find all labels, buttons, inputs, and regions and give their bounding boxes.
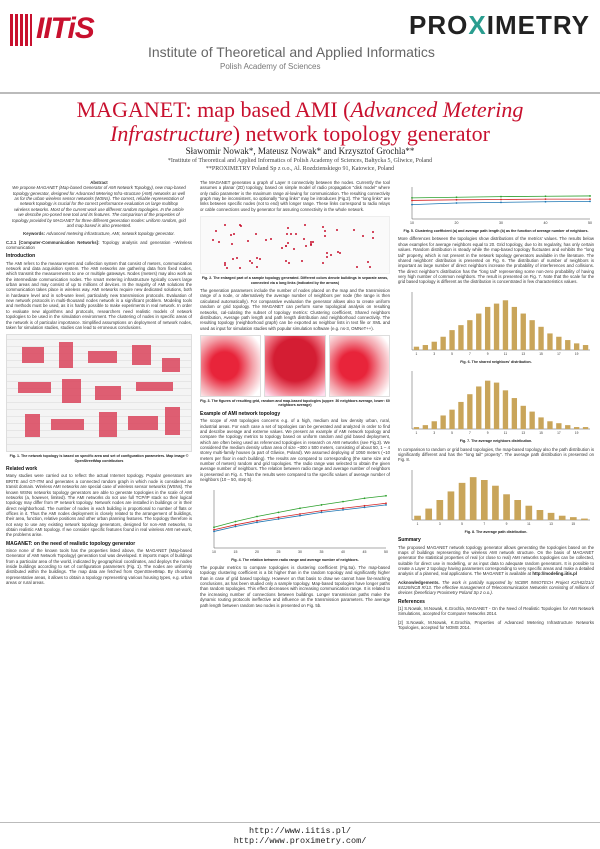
data-point-grid (500, 201, 502, 203)
network-node (303, 238, 305, 240)
bar (537, 510, 544, 520)
data-point-random (589, 198, 591, 200)
data-point-map (500, 196, 502, 198)
data-point-map (299, 507, 301, 509)
col3-paragraph-2: In comparison to random or grid based topologies, the map-based topology also the path distribution is significantly different and has the "long tail" property". The average path distribution is presented on Fig. 8. (398, 446, 594, 463)
footer-url-iitis[interactable]: http://www.iitis.pl/ (248, 826, 352, 836)
network-node (212, 239, 214, 241)
network-node (259, 258, 261, 260)
related-heading: Related work (6, 466, 38, 473)
network-node (295, 233, 297, 235)
network-node (336, 229, 338, 231)
figure-2-caption: Fig. 2. The enlarged part of a sample topology generated. Different colors denote buildings in separate areas, connected via a long links (indicated by the arrows) (201, 276, 389, 285)
figure-7-caption: Fig. 7. The average neighbors distribution. (459, 439, 533, 444)
data-point-map (385, 494, 387, 496)
bar (440, 416, 445, 430)
data-point-grid (278, 518, 280, 520)
x-tick-label: 9 (486, 431, 489, 436)
data-point-map (589, 195, 591, 197)
bar (583, 345, 588, 350)
data-point-grid (256, 521, 258, 523)
abstract-text: We propose MAGANET (Map-based Generator of AMI Network Topology), new map-based topology generator, designed for Advanced Metering Infra-structure (AMI) networks as well as for the urban wireless sensor networks (WSNs). The correct, reliable representation of network topology is crucial for the correct performance evaluation on large multihop wireless networks. Most of the current work use different random topologies. In the article we describe pro-posed new tool and its features. The comparison of the properties of topology provided by MAGANET for three different generation modes: uniform random, grid and map based is also presented. (12, 185, 186, 228)
x-tick-label: 10 (212, 549, 216, 554)
network-node (232, 258, 234, 260)
network-node (287, 227, 289, 229)
x-tick-label: 15 (539, 351, 543, 356)
poster-title (20, 98, 580, 146)
x-tick-label: 30 (499, 221, 503, 225)
data-point-map (456, 196, 458, 198)
x-tick-label: 11 (527, 521, 531, 526)
bar (570, 517, 577, 520)
bar (565, 340, 570, 350)
data-point-random (385, 502, 387, 504)
iitis-logo-bars-icon (10, 14, 32, 46)
reference-1: [1] S.Nowak, M.Nowak, K.Grochla, MAGANET - On the Need of Realistic Topologies for AMI Network Simulations, accepted for Computer Networks 2014. (398, 605, 594, 617)
maganet-heading: MAGANET: on the need of realistic topology generator (6, 540, 136, 547)
x-tick-label: 20 (454, 221, 459, 225)
map-building (132, 345, 150, 366)
data-point-random (545, 198, 547, 200)
network-node (304, 224, 306, 226)
bar (425, 508, 432, 519)
map-building (59, 342, 74, 368)
bar (481, 480, 488, 520)
data-point-map (321, 504, 323, 506)
bar (548, 513, 555, 520)
bar (449, 410, 454, 429)
bar (494, 303, 499, 349)
bar (476, 387, 481, 430)
x-tick-label: 13 (521, 351, 526, 356)
network-node (310, 244, 312, 246)
x-tick-label: 35 (319, 549, 324, 554)
x-tick-label: 3 (433, 351, 436, 356)
data-point-grid (364, 506, 366, 508)
ack-text: The work is partially supported by NCBIR INNOTECH Project K2/HI2/21/1 84126/NCB R/13. The effective management of Telecommunication Networks consisting of millions of devices (beneficiary Proximetry Poland Sp z o.o.). (398, 579, 595, 596)
summary-text: The proposed MAGANET network topology generator allows generating the topologies based on the maps of buildings representing the wireless AMI network structure. On the basis of MAGANET generator the statistical properties of real (or close to real) AMI networks topologies can be collected, suitable for direct use in modelling, or as input data to adequate random generators. It is possible to create a Layer 2 topology having parameters corresponding to very specific areas and make a detailed analysis of a planned, real applications. The MAGANET is available at (398, 544, 594, 577)
network-node (215, 230, 217, 232)
network-node (218, 241, 220, 243)
x-tick-label: 25 (276, 549, 281, 554)
data-point-grid (545, 201, 547, 203)
bar (423, 345, 428, 350)
ccs-text: Topology analysis and generation –Wireless communication (6, 239, 192, 250)
network-node (231, 243, 233, 245)
figure-5-chart (398, 183, 594, 227)
network-node (301, 260, 303, 262)
data-point-random (235, 523, 237, 525)
abstract (6, 180, 192, 237)
x-tick-label: 5 (461, 521, 463, 526)
keywords-text: Advanced metering infrastructure, AMI, network topology generator. (46, 231, 175, 237)
bar (538, 327, 543, 350)
ack-heading: Acknowledgements. (398, 579, 440, 585)
series-line-map (214, 495, 386, 526)
network-node (233, 233, 235, 235)
bar (470, 477, 477, 520)
title-italic: Advanced Metering Infrastructure (110, 97, 524, 147)
network-node (286, 233, 288, 235)
data-point-random (456, 199, 458, 201)
bar (512, 398, 517, 429)
network-node (255, 233, 257, 235)
x-tick-label: 19 (574, 431, 579, 436)
x-tick-label: 9 (486, 351, 489, 356)
figure-3-topologies (200, 335, 390, 397)
x-tick-label: 1 (415, 351, 418, 356)
proximetry-logo-post: IMETRY (486, 10, 590, 40)
network-node (230, 234, 232, 236)
network-node (285, 245, 287, 247)
bar (503, 300, 508, 350)
bar (448, 491, 455, 520)
map-building (25, 414, 40, 437)
bar (436, 500, 443, 520)
figure-3-map-based-map (329, 335, 390, 397)
proximetry-logo-pre: PRO (409, 10, 469, 40)
bar (521, 313, 526, 349)
affiliation-1: *Institute of Theoretical and Applied Informatics of Polish Academy of Sciences, Bałtycka 5, Gliwice, Poland (167, 158, 433, 164)
bar (449, 330, 454, 350)
title-post: ) network topology generator (232, 121, 490, 147)
data-point-map (342, 500, 344, 502)
network-node (330, 254, 332, 256)
x-tick-label: 5 (451, 351, 453, 356)
bar (485, 307, 490, 350)
intro-heading: Introduction (6, 253, 36, 260)
x-tick-label: 15 (233, 549, 238, 554)
bar (574, 427, 579, 429)
x-tick-label: 40 (543, 221, 548, 225)
figure-8-caption: Fig. 8. The average path distribution. (464, 529, 528, 534)
data-point-map (235, 520, 237, 522)
network-node (305, 245, 307, 247)
x-tick-label: 11 (503, 351, 508, 356)
network-node (270, 238, 272, 240)
network-node (353, 229, 355, 231)
data-point-random (278, 516, 280, 518)
bar (459, 483, 466, 520)
column-2 (200, 180, 390, 611)
bar (467, 394, 472, 429)
bar (583, 427, 588, 429)
x-tick-label: 9 (505, 521, 508, 526)
iitis-logo (10, 10, 140, 50)
map-building (162, 358, 180, 372)
institute-name: Institute of Theoretical and Applied Informatics (148, 44, 435, 60)
figure-2-topology (200, 216, 390, 274)
data-point-map (256, 515, 258, 517)
map-building (88, 351, 117, 363)
map-building (99, 412, 117, 438)
references-heading: References (398, 598, 425, 605)
bar (547, 333, 552, 350)
x-tick-label: 10 (410, 221, 414, 225)
data-point-grid (321, 511, 323, 513)
network-node (290, 233, 292, 235)
data-point-random (411, 200, 413, 202)
bar (525, 505, 532, 519)
network-node (372, 231, 374, 233)
bar (514, 500, 521, 520)
network-node (293, 248, 295, 250)
map-building (128, 416, 157, 430)
data-point-random (299, 513, 301, 515)
footer-url-proximetry[interactable]: http://www.proximetry.com/ (233, 836, 367, 847)
x-tick-label: 11 (503, 431, 508, 436)
network-node (312, 241, 314, 243)
related-text: Many studies were carried out to reflect the actual Internet topology. Popular generators are BRITE and GT-ITM and generates a connected random graph in which node is considered as transit domain. Wireless AMI networks are special case of wireless sensor networks (WSNs). The known WSNs networks topology generators are able to generate topologies in the scale of AMI networks (a, however, limited). The AMI networks do not use full TCP/IP stack so their logical topology may differ from IP network topology. Network nodes are installed in buildings or in their direct neighborhood. The number of nodes in each building is proportional to number of flats or offices in it. Thus the AMI nodes deployment is closely related to the arrangement of buildings, their area, function, relative positions and other urban planning features. The topology therefore is not easy to use any existing network topology generators, designed for non-AMI networks, to obtain realistic AMI topology. If we consider specific features found in real wireless AMI net-work, the problems arise. (6, 473, 192, 538)
data-point-map (545, 195, 547, 197)
network-node (256, 257, 258, 259)
data-point-map (411, 197, 413, 199)
figure-3-caption: Fig. 3. The figures of resulting grid, random and map-based topologies (upper: 30 neighbors average, lower: 60 neighbors average) (200, 399, 390, 408)
data-point-grid (299, 514, 301, 516)
x-tick-label: 15 (539, 431, 543, 436)
bar (494, 383, 499, 429)
data-point-map (213, 526, 215, 528)
x-tick-label: 13 (521, 431, 526, 436)
col2-paragraph-1: The MAGANET generates a graph of Layer II connectivity between the nodes. Currently the tool assumes a planar (2D) topology, based on simple model of radio propagation "disk model" where only radio parameter is the maximum range al-lowing for communication. The resulting connectivity graph may be inconsistent, so optionally "long links" may be introduces (Fig.2). The "long links" are links between specific nodes (not to end) with longer range. These links correspond to radio relays or cable connections used by generator for assuring connectivity in the whole network. (200, 180, 390, 212)
data-point-map (364, 497, 366, 499)
network-node (285, 260, 287, 262)
network-node (226, 267, 228, 269)
bar (414, 515, 421, 519)
bar (414, 346, 419, 349)
map-building (95, 386, 121, 400)
network-node (287, 242, 289, 244)
network-node (247, 240, 249, 242)
figure-5-caption: Fig. 5. Clustering coefficient (a) and average path length (b) as the function of average number of neighbors. (403, 229, 589, 233)
figure-1-map (6, 334, 192, 452)
network-node (362, 235, 364, 237)
summary-link[interactable]: http://modeling.iitis.pl (532, 571, 577, 577)
proximetry-logo (409, 10, 590, 41)
x-tick-label: 19 (574, 351, 579, 356)
data-point-grid (589, 201, 591, 203)
x-tick-label: 50 (384, 549, 388, 554)
bar (414, 427, 419, 429)
x-tick-label: 40 (341, 549, 345, 554)
footer (0, 826, 600, 846)
network-node (322, 262, 324, 264)
network-node (372, 237, 374, 239)
x-tick-label: 1 (415, 431, 418, 436)
bar (503, 391, 508, 430)
x-tick-label: 1 (416, 521, 419, 526)
network-node (224, 224, 226, 226)
col2-paragraph-4: The popular metrics to compare topologies is clustering coefficient (Fig.5a). The map-based topology clustering coefficient is a bit higher than in the random topology and significantly higher than in case of grid based topology. However on that basis to draw we cannot have far-reaching conclusions, as has been studied only a sample topology. Map-based topologies have longer paths than random topologies. This effect decreases with increasing communication range. It is related to the increasing number of connections between buildings. Longer transmission paths make the dynamic routing protocols ineffective and influence on the transmission parameters. The average path length between random two nodes is presented on Fig. 5b. (200, 565, 390, 608)
intro-text: The AMI refers to the measurement and collection system that consist of meters, communication network and data acquisition system. The AMI networks are gathering data from fixed nodes, which transmit the measurements to one or multiple gateways. Nodes (meters) may also work as the intermediate communication nodes. The smart metering infrastructure typically covers large urban areas and may consist of up to millions of devices. In the majority of AMI solutions the communication takes place in wireless way. AMI networks require new dedicated solutions, both in hardware level and in soft-ware level, particularly new transmission protocols. Evaluation of new network protocols in multi-thousand nodes network is a significant problem. Modeling tools and methods must be used, as it is hardly possible to make experiments in real network. In order to evaluate new algorithms and protocols, researchers need realistic models of network topologies to be used in the simulation environment. The clustering of nodes in specific areas of the network is of particular importance. Simplified assumptions on deployment of network nodes, taken for simulation studies, studies can lead to erroneous conclusions. (6, 260, 192, 330)
col2-paragraph-3: The scope of AMI topologies concerns e.g. of a high, medium and low density urban, rural, industrial areas. For each case a set of topologies can be generated and analyzed in order to find and describe average and extreme values. We present an example of AMI network topology and compare the topology metrics to topology based on uniform random and grid based deployment, which are often being used as referenced topologies in research on AMI networks (see Fig.3). We considered the medium density urban area of size ~300 x 500 meters, consisting of about 50, 1 – 4 storey multi-family houses (a part of Gliwice, Poland). We assumed deploying of 1050 meters (~10 meters per floor in each building). The results are compared to corresponding (the same size and number of meters) random and grid topologies. The radio range was selected to obtain the given average number of neighbors. The relation between radio range and average number of neighbors is presented on Fig. 4. Than the results were compared to the specific values of average number of neighbors (10 – 50, step 5). (200, 418, 390, 483)
figure-3-grid-map (200, 335, 261, 397)
col2-paragraph-2: The generation parameters include the number of nodes placed on the map and the transmission range of a node, or alternatively the average number of neighbors per node (the range is then calculated automatically). For comparative evaluation the generator allows also to create uniform random or grid topology. The MAGANET can perform some topological analysis on resulting networks, cal-culating the subset of topology metrics: Clustering coefficient, Shared neighbors distribution, Average path length and path length distribution and neighborhood connectivity. The resulting topology (neighborhood graph) can be exported as neighbor lists in text file or XML and used as input for simulation studies with popular simulation software (e.g. ns-3, OMNeT++). (200, 288, 390, 331)
x-tick-label: 20 (255, 549, 259, 554)
column-3 (398, 180, 594, 633)
poster-header (0, 0, 600, 100)
data-point-grid (342, 509, 344, 511)
figure-6-chart (398, 288, 594, 358)
network-node (367, 261, 369, 263)
figure-8-chart (398, 466, 594, 528)
network-node (356, 266, 358, 268)
reference-2: [2] S.Nowak, M.Nowak, K.Grochla, Properties of Advanced Metering Infrastructure Networks Topologies, accepted for NOMS 2014. (398, 619, 594, 631)
data-point-grid (213, 530, 215, 532)
map-building (62, 379, 80, 402)
abstract-heading: Abstract (90, 180, 108, 185)
map-building (22, 347, 44, 363)
bar (565, 425, 570, 429)
x-tick-label: 30 (298, 549, 302, 554)
network-node (322, 226, 324, 228)
figure-1-caption: Fig. 1. The network topology is based on specific area and set of configuration parameters. Map image © OpenStreetMap contributors (9, 454, 189, 463)
bar (559, 515, 566, 519)
bar (529, 320, 534, 350)
x-tick-label: 3 (438, 521, 441, 526)
network-node (326, 256, 328, 258)
bar (467, 320, 472, 350)
bar (581, 518, 588, 519)
x-tick-label: 17 (557, 431, 561, 436)
network-node (288, 262, 290, 264)
data-point-random (256, 519, 258, 521)
figure-4-chart (200, 486, 390, 556)
bar (440, 336, 445, 349)
figure-3-random-map (264, 335, 325, 397)
x-tick-label: 13 (549, 521, 553, 526)
x-tick-label: 3 (433, 431, 436, 436)
data-point-random (364, 504, 366, 506)
map-building (136, 382, 173, 391)
bar (556, 423, 561, 429)
institute-subtitle: Polish Academy of Sciences (220, 62, 321, 71)
network-node (236, 257, 238, 259)
summary-heading: Summary (398, 537, 421, 544)
bar (432, 341, 437, 349)
bar (423, 425, 428, 429)
ccs-label: C.2.1 [Computer-Communication Networks]: (6, 239, 100, 245)
col3-paragraph-1: More differences between the topologies show distributions of the metrics' values. The results below show examples for average neighbors equal to 20. Grid topology, due to its regularity, has only certain values. Random distribution is steady while the map-based topology fluctuates and exhibits the "long tail" property, which is not present in the network topology generators available in the literature. The shared neighbors' distribution is presented on Fig. 6. The distribution of number of neighbors is important as large number of direct neighbors increase the probability of interferences and collisions. The direct neighbor's distribution has the "long tail" representing some non-zero probability of having very high number of common neighbors. The result is presented on Fig. 7. Note that the scale for the grid based topology is different as the distribution is concentrated in few characteristics values. (398, 236, 594, 285)
data-point-grid (411, 204, 413, 206)
network-node (256, 266, 258, 268)
bar (485, 381, 490, 429)
bar (458, 325, 463, 350)
x-tick-label: 7 (483, 521, 486, 526)
map-building (18, 382, 51, 394)
data-point-grid (235, 525, 237, 527)
bar (529, 412, 534, 429)
data-point-random (213, 528, 215, 530)
bar (503, 494, 510, 520)
example-heading: Example of AMI network topology (200, 410, 281, 417)
bar (521, 406, 526, 429)
network-node (324, 230, 326, 232)
map-building (51, 419, 84, 431)
column-1 (6, 180, 192, 589)
proximetry-logo-x: X (468, 10, 487, 40)
map-building (165, 407, 180, 435)
bar (458, 402, 463, 429)
footer-divider (0, 822, 600, 823)
bar (432, 421, 437, 429)
network-node (265, 239, 267, 241)
network-node (239, 267, 241, 269)
title-pre: MAGANET: map based AMI ( (76, 97, 351, 122)
figure-7-chart (398, 367, 594, 437)
iitis-logo-text: IITiS (36, 12, 94, 45)
x-tick-label: 50 (588, 221, 592, 225)
bar (512, 307, 517, 350)
x-tick-label: 15 (571, 521, 576, 526)
bar (556, 336, 561, 349)
bar (574, 343, 579, 350)
data-point-random (342, 507, 344, 509)
figure-4-caption: Fig. 4. The relation between radio range and average number of neighbors. (231, 557, 359, 562)
figure-6-caption: Fig. 6. The shared neighbors' distribution. (460, 359, 532, 364)
network-node (251, 262, 253, 264)
data-point-random (321, 509, 323, 511)
network-node (339, 252, 341, 254)
affiliation-2: **PROXIMETRY Poland Sp z o.o., Al. Rozdzienskiego 91, Katowice, Poland (205, 165, 395, 172)
header-divider (0, 92, 600, 94)
authors: Sławomir Nowak*, Mateusz Nowak* and Krzysztof Grochla** (185, 146, 415, 156)
network-node (326, 252, 328, 254)
affiliations (20, 158, 580, 174)
network-node (224, 264, 226, 266)
data-point-random (500, 199, 502, 201)
keywords-label: Keywords: (23, 231, 46, 237)
x-tick-label: 5 (451, 431, 453, 436)
data-point-grid (456, 202, 458, 204)
network-node (281, 247, 283, 249)
data-point-grid (385, 504, 387, 506)
data-point-map (278, 511, 280, 513)
bar (476, 313, 481, 349)
maganet-text: Since none of the known tools has the properties listed above, the MAGANET (Map-based Generator of AMI Network Topology) generation tool was developed. It imports maps of buildings from a particular area of the world, indicated by geographical coordinates, and deploys the nodes inside buildings according to set of configuration parameters (Fig. 1). The nodes are uniformly distributed within the buildings. The map data are fetched from OpenStreetMap. By choosing representative areas, it allows to obtain a topology representing various housing types, e.g. urban areas or rural areas. (6, 548, 192, 586)
x-tick-label: 7 (468, 351, 471, 356)
bar (538, 418, 543, 430)
network-node (324, 235, 326, 237)
x-tick-label: 45 (362, 549, 367, 554)
network-node (369, 266, 371, 268)
x-tick-label: 7 (468, 431, 471, 436)
bar (492, 485, 499, 519)
x-tick-label: 17 (557, 351, 561, 356)
bar (547, 421, 552, 429)
